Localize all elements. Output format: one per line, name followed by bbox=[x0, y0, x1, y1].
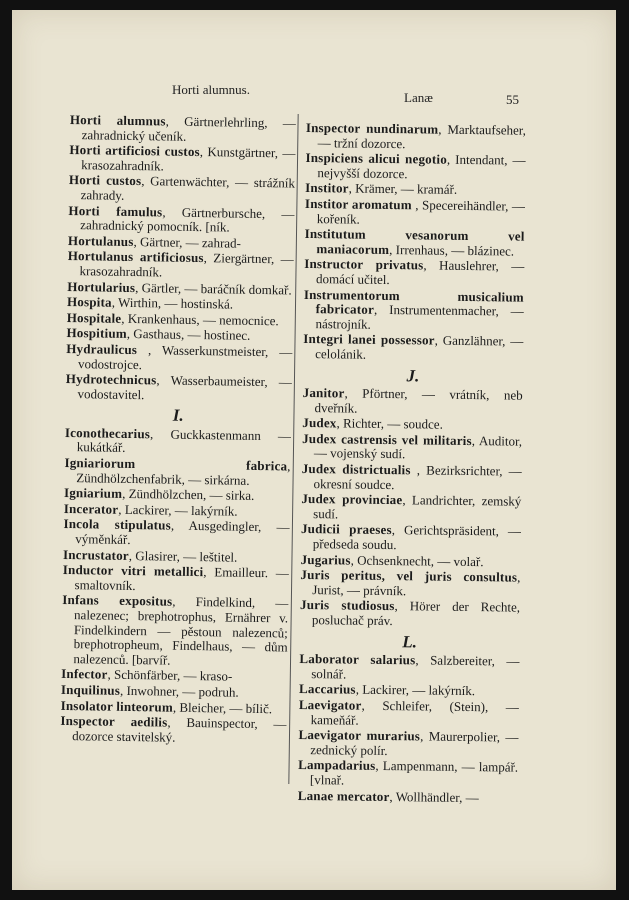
dictionary-entry bbox=[68, 204, 294, 237]
entry-headword: Hospitium bbox=[66, 325, 127, 342]
entry-headword: Laevigator bbox=[298, 696, 362, 713]
entry-headword: Laborator salarius bbox=[299, 651, 416, 668]
entry-definition: , Irrenhaus, — blázinec. bbox=[389, 241, 515, 259]
entry-definition: , Hauslehrer, — domácí učitel. bbox=[315, 257, 525, 287]
entry-headword: Hospita bbox=[66, 294, 112, 310]
dictionary-entry bbox=[65, 426, 291, 459]
entry-definition: , Marktaufseher, — tržní dozorce. bbox=[317, 121, 527, 151]
dictionary-entry bbox=[298, 758, 518, 790]
dictionary-entry bbox=[298, 728, 518, 760]
entry-definition: , Instrumentenmacher, — nástrojník. bbox=[315, 301, 524, 332]
entry-definition: , Lampenmann, — lampář. [vlnař. bbox=[309, 758, 519, 788]
dictionary-entry bbox=[301, 462, 521, 494]
entry-definition: , Landrichter, zemský sudí. bbox=[313, 492, 522, 522]
entry-headword: Inductor vitri metallici bbox=[62, 562, 204, 580]
dictionary-entry bbox=[63, 517, 289, 550]
dictionary-entry bbox=[69, 143, 295, 176]
entry-headword: Horti famulus bbox=[68, 202, 163, 220]
entry-headword: Lanae mercator bbox=[297, 787, 390, 804]
entry-headword: Inspector nundinarum bbox=[305, 120, 439, 137]
entry-definition: , Wollhändler, — bbox=[389, 788, 479, 805]
entry-definition: , Zündhölzchenfabrik, — sirkárna. bbox=[76, 458, 291, 488]
entry-headword: Institutum vesanorum vel maniacorum bbox=[304, 226, 525, 257]
entry-headword: Integri lanei possessor bbox=[303, 331, 435, 348]
entry-definition: , Gärtler, — baráčník domkař. bbox=[135, 279, 292, 298]
entry-headword: Iconothecarius bbox=[64, 424, 151, 442]
dictionary-entry bbox=[62, 563, 288, 596]
dictionary-entry bbox=[304, 227, 524, 259]
dictionary-entry bbox=[69, 173, 295, 206]
dictionary-entry bbox=[303, 332, 523, 364]
entry-headword: Igniarium bbox=[63, 485, 123, 502]
entry-definition: , Richter, — soudce. bbox=[336, 415, 443, 432]
entry-headword: Lampadarius bbox=[298, 757, 376, 774]
entry-definition: , Inwohner, — podruh. bbox=[119, 682, 239, 700]
entry-definition: , Wasserkunstmeister, — vodostrojce. bbox=[77, 341, 293, 372]
dictionary-entry bbox=[60, 714, 286, 747]
entry-headword: Judex provinciae bbox=[301, 491, 403, 508]
entry-definition: , Guckkastenmann — kukátkář. bbox=[76, 426, 292, 456]
entry-headword: Laevigator murarius bbox=[298, 727, 421, 744]
entry-headword: Judex bbox=[302, 415, 337, 431]
running-head-left: Horti alumnus. bbox=[172, 82, 250, 97]
entry-definition: , Ochsenknecht, — volař. bbox=[350, 552, 484, 569]
entry-headword: Hydraulicus bbox=[66, 340, 138, 357]
entry-definition: , Ausgedingler, — výměnkář. bbox=[75, 518, 290, 548]
dictionary-entry bbox=[304, 257, 524, 289]
dictionary-entry bbox=[66, 342, 292, 375]
dictionary-entry bbox=[299, 652, 519, 684]
entry-definition: , Gärtnerlehrling, — zahradnický učeník. bbox=[81, 113, 296, 144]
left-column bbox=[60, 113, 296, 748]
entry-headword: Instrumentorum musicalium fabricator bbox=[303, 286, 524, 317]
entry-headword: Juris peritus, vel juris consultus bbox=[300, 567, 518, 585]
entry-headword: Inspiciens alicui negotio bbox=[305, 150, 448, 167]
entry-definition: , Schönfärber, — kraso- bbox=[107, 667, 233, 684]
entry-definition: , Bezirksrichter, — okresní soudce. bbox=[313, 462, 522, 492]
dictionary-page bbox=[12, 10, 616, 890]
entry-headword: Hospitale bbox=[66, 309, 122, 326]
entry-headword: Infector bbox=[61, 666, 108, 683]
entry-headword: Institor bbox=[305, 180, 349, 196]
dictionary-entry bbox=[298, 788, 518, 805]
entry-definition: , Lackirer, — lakýrník. bbox=[118, 501, 238, 519]
entry-headword: Hortularius bbox=[67, 278, 136, 295]
dictionary-entry bbox=[65, 372, 291, 405]
page-number: 55 bbox=[506, 92, 519, 107]
entry-definition: , Salzbereiter, — solnář. bbox=[311, 652, 520, 682]
entry-headword: Horti custos bbox=[68, 172, 142, 189]
entry-definition: , Bauinspector, — dozorce stavitelský. bbox=[72, 714, 287, 745]
entry-headword: Incerator bbox=[63, 500, 119, 517]
entry-definition: , Gärtner, — zahrad- bbox=[133, 233, 242, 251]
right-column bbox=[298, 121, 526, 807]
entry-definition: , Zündhölzchen, — sirka. bbox=[122, 486, 255, 504]
entry-definition: , Gasthaus, — hostinec. bbox=[126, 326, 251, 344]
dictionary-entry bbox=[67, 249, 293, 282]
entry-definition: , Kunstgärtner, — krasozahradník. bbox=[81, 144, 296, 174]
entry-headword: Hydrotechnicus bbox=[65, 371, 157, 388]
entry-headword: Jugarius bbox=[300, 551, 351, 568]
dictionary-entry bbox=[302, 386, 522, 418]
entry-headword: Janitor bbox=[302, 385, 345, 401]
entry-headword: Laccarius bbox=[298, 681, 356, 698]
entry-definition: , Gartenwächter, — strážník zahrady. bbox=[80, 173, 296, 203]
entry-headword: Horti alumnus bbox=[69, 112, 166, 129]
entry-definition: , Jurist, — právník. bbox=[312, 569, 521, 599]
entry-headword: Incrustator bbox=[62, 546, 129, 563]
entry-definition: , Specereihändler, — kořeník. bbox=[316, 197, 526, 227]
entry-definition: , Maurerpolier, — zednický polír. bbox=[310, 728, 519, 758]
dictionary-entry bbox=[64, 456, 290, 489]
running-head-right: Lanæ bbox=[404, 90, 433, 105]
entry-headword: Juris studiosus bbox=[299, 597, 395, 614]
entry-headword: Judicii praeses bbox=[300, 521, 392, 538]
entry-headword: Hortulanus bbox=[67, 232, 134, 249]
dictionary-entry bbox=[300, 598, 520, 630]
dictionary-entry bbox=[300, 568, 520, 600]
entry-definition: , Pförtner, — vrátník, neb dveřník. bbox=[314, 385, 523, 416]
entry-definition: , Emailleur. — smaltovník. bbox=[74, 564, 289, 593]
entry-headword: Incola stipulatus bbox=[63, 516, 172, 534]
entry-definition: , Auditor, — vojenský sudí. bbox=[313, 432, 523, 462]
section-letter: I. bbox=[172, 405, 184, 426]
dictionary-entry bbox=[305, 197, 525, 229]
entry-definition: , Krämer, — kramář. bbox=[348, 180, 458, 198]
entry-definition: , Ziergärtner, — krasozahradník. bbox=[79, 250, 294, 280]
entry-headword: Inquilinus bbox=[60, 681, 121, 698]
entry-definition: , Findelkind, — nalezenec; brephotrophus, Ernährer v. Findelkindern — pěstoun nalezenců; brephotropheum, Findelhaus, — dům nalezenců. [barvíř. bbox=[73, 594, 289, 668]
dictionary-entry bbox=[301, 522, 521, 554]
dictionary-entry bbox=[301, 492, 521, 524]
entry-definition: , Krankenhaus, — nemocnice. bbox=[121, 310, 279, 329]
dictionary-entry bbox=[302, 432, 522, 464]
entry-headword: Insolator linteorum bbox=[60, 697, 174, 715]
dictionary-entry bbox=[306, 121, 526, 153]
entry-definition: , Hörer der Rechte, posluchač práv. bbox=[311, 598, 521, 629]
section-letter: L. bbox=[402, 631, 418, 651]
entry-definition: , Glasirer, — leštitel. bbox=[128, 547, 238, 565]
entry-headword: Instructor privatus bbox=[304, 256, 424, 273]
dictionary-entry bbox=[70, 113, 296, 146]
entry-definition: , Wirthin, — hostinská. bbox=[111, 294, 234, 312]
entry-headword: Infans expositus bbox=[62, 592, 173, 610]
entry-definition: , Schleifer, (Stein), — kameňář. bbox=[310, 697, 519, 728]
entry-headword: Judex districtualis bbox=[301, 461, 411, 478]
entry-definition: , Gärtnerbursche, — zahradnický pomocník. [ník. bbox=[80, 204, 295, 235]
dictionary-entry bbox=[61, 593, 288, 670]
entry-definition: , Ganzlähner, — celolánik. bbox=[315, 332, 524, 362]
dictionary-entry bbox=[299, 698, 519, 730]
section-letter: J. bbox=[406, 365, 420, 385]
entry-headword: Judex castrensis vel militaris bbox=[302, 430, 472, 448]
entry-definition: , Intendant, — nejvyšší dozorce. bbox=[317, 151, 526, 182]
entry-definition: , Gerichtspräsident, — předseda soudu. bbox=[312, 522, 522, 553]
entry-headword: Inspector aedilis bbox=[60, 713, 168, 730]
entry-headword: Hortulanus artificiosus bbox=[67, 248, 204, 266]
entry-headword: Institor aromatum bbox=[304, 195, 412, 213]
entry-definition: , Lackirer, — lakýrník. bbox=[355, 682, 476, 699]
entry-headword: Igniariorum fabrica bbox=[64, 455, 288, 474]
entry-definition: , Bleicher, — bílič. bbox=[172, 699, 273, 716]
dictionary-entry bbox=[305, 151, 525, 183]
entry-headword: Horti artificiosi custos bbox=[69, 142, 200, 160]
entry-definition: , Wasserbaumeister, — vodostavitel. bbox=[77, 372, 292, 402]
dictionary-entry bbox=[303, 288, 524, 334]
